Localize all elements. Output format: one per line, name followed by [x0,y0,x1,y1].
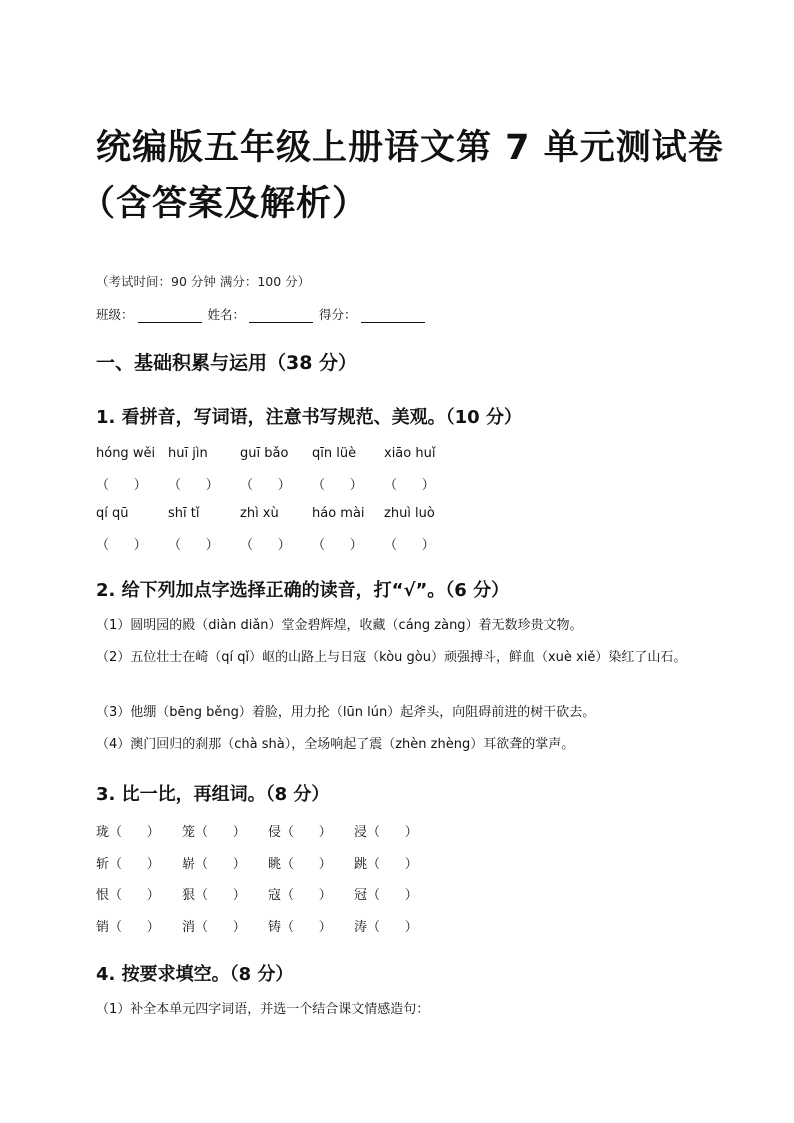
char-compare-item[interactable]: 跳（ ） [354,857,418,872]
question-2-item-4: （4）澳门回归的刹那（chà shà），全场响起了震（zhèn zhèng）耳欲聋的掌声。 [96,737,575,752]
name-label: 姓名： [207,307,246,322]
question-1-title: 1. 看拼音，写词语，注意书写规范、美观。（10 分） [96,407,522,428]
pinyin: hóng wěi [96,446,156,461]
char-compare-row [96,916,440,935]
char-compare-item[interactable]: 消（ ） [182,920,246,935]
question-2-item-1: （1）圆明园的殿（diàn diǎn）堂金碧辉煌，收藏（cáng zàng）着无数珍贵文物。 [96,618,583,633]
title-line-1: 统编版五年级上册语文第 7 单元测试卷 [96,128,724,168]
answer-blank[interactable]: （ ） [312,478,363,493]
pinyin-row-2 [96,506,456,521]
char-compare-item[interactable]: 浸（ ） [354,825,418,840]
char-compare-row [96,884,440,903]
char-compare-row [96,821,440,840]
student-info-row [96,305,431,323]
pinyin: qīn lüè [312,446,357,461]
answer-blank[interactable]: （ ） [384,478,435,493]
pinyin: guī bǎo [240,446,289,461]
document-title [80,120,736,232]
char-compare-item[interactable]: 眺（ ） [268,857,332,872]
pinyin: zhuì luò [384,506,435,521]
char-compare-item[interactable]: 销（ ） [96,920,160,935]
class-label: 班级： [96,307,134,322]
char-compare-item[interactable]: 笼（ ） [182,825,246,840]
question-3-title: 3. 比一比，再组词。（8 分） [96,784,330,805]
char-compare-item[interactable]: 侵（ ） [268,825,332,840]
char-compare-item[interactable]: 恨（ ） [96,888,160,903]
char-compare-item[interactable]: 崭（ ） [182,857,246,872]
answer-blank[interactable]: （ ） [96,478,147,493]
char-compare-row [96,853,440,872]
pinyin: zhì xù [240,506,279,521]
score-blank [361,310,425,323]
score-label: 得分： [319,307,357,322]
answer-blank[interactable]: （ ） [168,478,219,493]
answer-blank[interactable]: （ ） [168,538,219,553]
pinyin: xiāo huǐ [384,446,436,461]
answer-blank[interactable]: （ ） [240,478,291,493]
char-compare-item[interactable]: 珑（ ） [96,825,160,840]
answer-blank[interactable]: （ ） [240,538,291,553]
char-compare-item[interactable]: 冠（ ） [354,888,418,903]
pinyin: háo mài [312,506,365,521]
answer-row-2 [96,534,456,553]
answer-blank[interactable]: （ ） [96,538,147,553]
question-2-item-3: （3）他绷（bēng běng）着脸，用力抡（lūn lún）起斧头，向阻碍前进的树干砍去。 [96,705,596,720]
answer-blank[interactable]: （ ） [384,538,435,553]
char-compare-item[interactable]: 斩（ ） [96,857,160,872]
question-4-item-1: （1）补全本单元四字词语，并选一个结合课文情感造句： [96,1002,430,1017]
question-4-title: 4. 按要求填空。（8 分） [96,964,294,985]
section-1-title: 一、基础积累与运用（38 分） [96,352,358,374]
char-compare-item[interactable]: 狠（ ） [182,888,246,903]
exam-info: （考试时间：90 分钟 满分：100 分） [96,274,311,289]
pinyin: huī jìn [168,446,208,461]
question-2-item-2: （2）五位壮士在崎（qí qǐ）岖的山路上与日寇（kòu gòu）顽强搏斗，鲜血（xuè xiě）染红了山石。 [96,650,687,665]
class-blank [138,310,202,323]
char-compare-item[interactable]: 涛（ ） [354,920,418,935]
char-compare-item[interactable]: 铸（ ） [268,920,332,935]
pinyin: shī tǐ [168,506,200,521]
question-2-title: 2. 给下列加点字选择正确的读音，打“√”。（6 分） [96,580,510,601]
answer-blank[interactable]: （ ） [312,538,363,553]
pinyin-row-1 [96,446,456,461]
pinyin: qí qū [96,506,129,521]
answer-row-1 [96,474,456,493]
name-blank [249,310,313,323]
char-compare-item[interactable]: 寇（ ） [268,888,332,903]
title-line-2: （含答案及解析） [80,184,369,224]
